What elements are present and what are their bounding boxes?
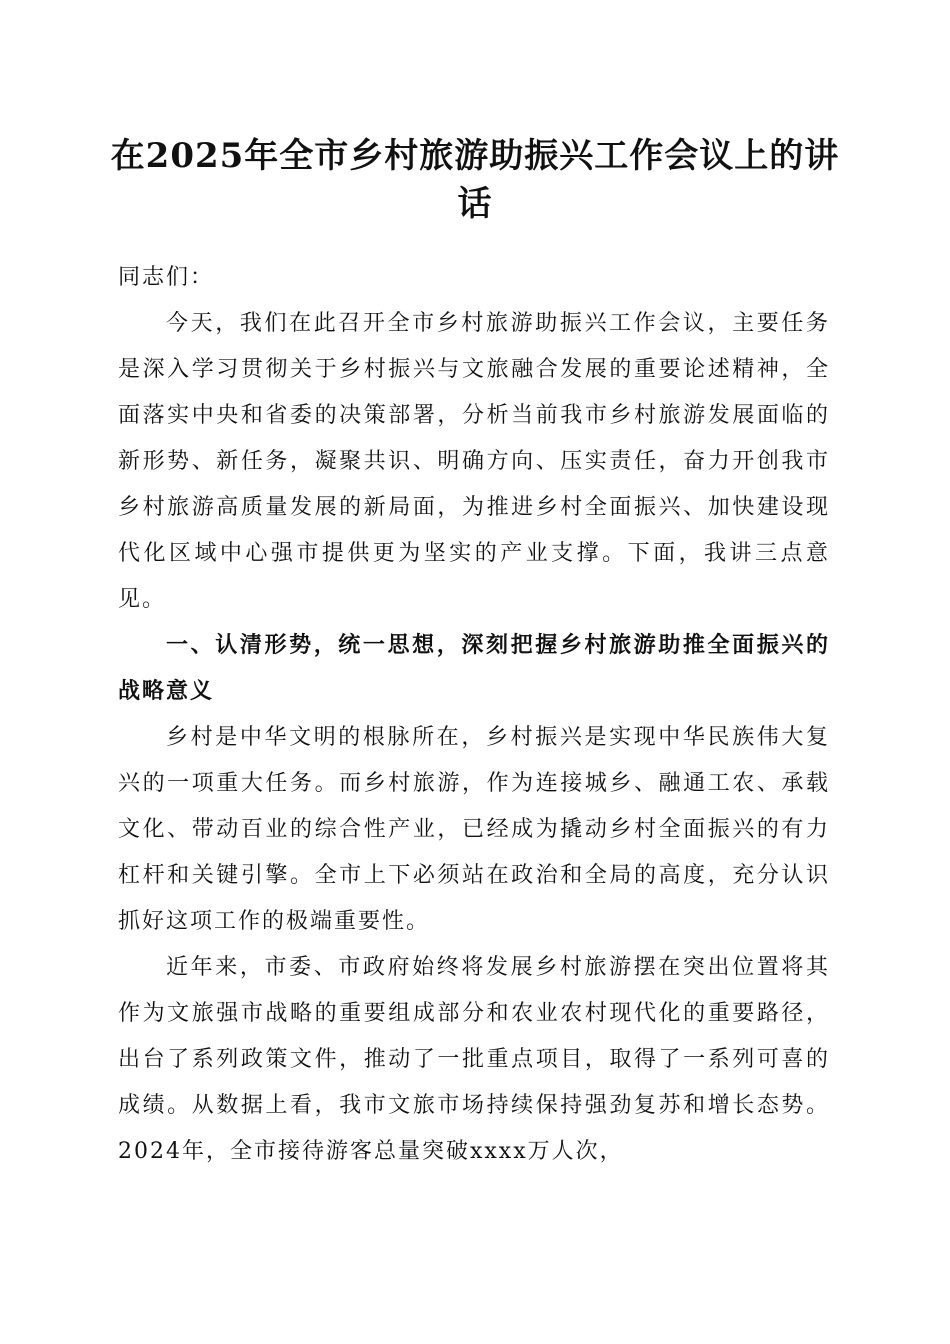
section-heading-1: 一、认清形势，统一思想，深刻把握乡村旅游助推全面振兴的战略意义 — [118, 633, 830, 704]
document-body — [118, 255, 830, 1175]
document-title: 在2025年全市乡村旅游助振兴工作会议上的讲话 — [110, 136, 840, 224]
intro-paragraph: 今天，我们在此召开全市乡村旅游助振兴工作会议，主要任务是深入学习贯彻关于乡村振兴与文旅融合发展的重要论述精神，全面落实中央和省委的决策部署，分析当前我市乡村旅游发展面临的新形势、新任务，凝聚共识、明确方向、压实责任，奋力开创我市乡村旅游高质量发展的新局面，为推进乡村全面振兴、加快建设现代化区域中心强市提供更为坚实的产业支撑。下面，我讲三点意见。 — [118, 311, 830, 612]
section-1-paragraph-2: 近年来，市委、市政府始终将发展乡村旅游摆在突出位置将其作为文旅强市战略的重要组成部分和农业农村现代化的重要路径，出台了系列政策文件，推动了一批重点项目，取得了一系列可喜的成绩。从数据上看，我市文旅市场持续保持强劲复苏和增长态势。2024年，全市接待游客总量突破xxxx万人次， — [118, 955, 830, 1164]
section-1-paragraph-1: 乡村是中华文明的根脉所在，乡村振兴是实现中华民族伟大复兴的一项重大任务。而乡村旅游，作为连接城乡、融通工农、承载文化、带动百业的综合性产业，已经成为撬动乡村全面振兴的有力杠杆和关键引擎。全市上下必须站在政治和全局的高度，充分认识抓好这项工作的极端重要性。 — [118, 725, 830, 934]
salutation: 同志们： — [118, 265, 215, 290]
